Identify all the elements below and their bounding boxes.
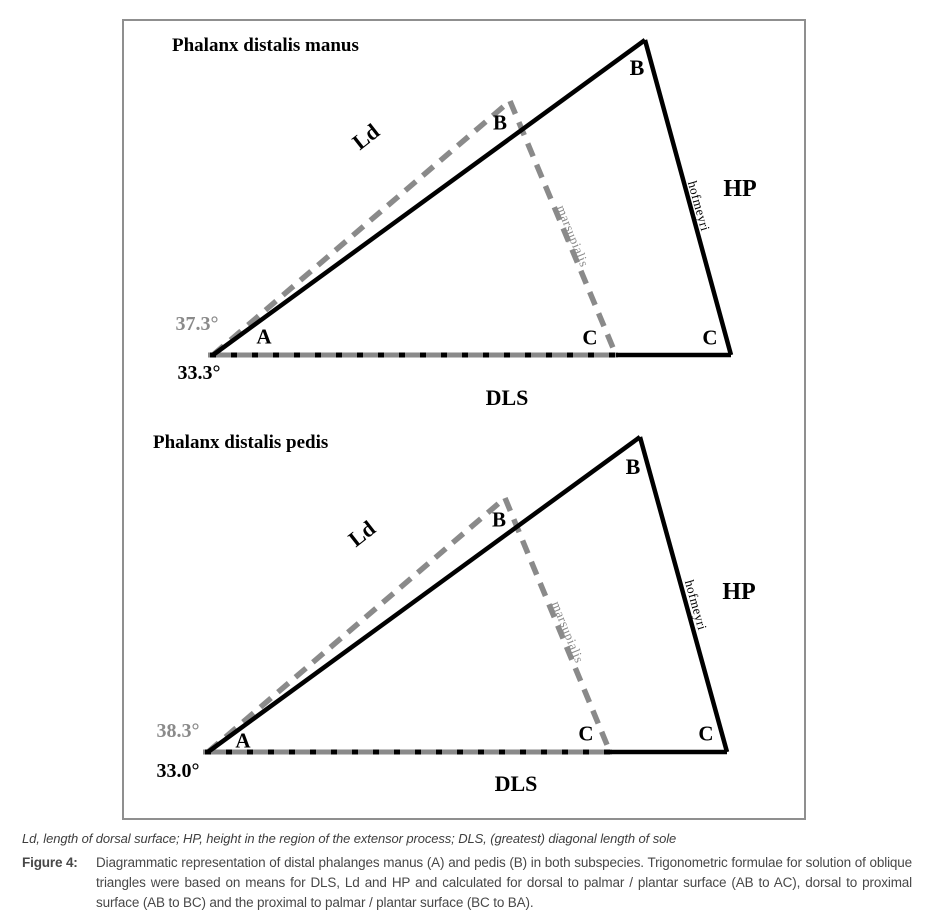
pedis-angle-solid: 33.0° bbox=[156, 760, 200, 782]
pedis-angle-dashed: 38.3° bbox=[156, 720, 200, 742]
manus-marsupialis-label: marsupialis bbox=[553, 202, 593, 270]
pedis-vertex-b-solid: B bbox=[625, 454, 641, 479]
manus-vertex-c-dashed: C bbox=[582, 325, 598, 350]
pedis-dls-label: DLS bbox=[494, 771, 538, 796]
pedis-title: Phalanx distalis pedis bbox=[153, 432, 329, 453]
pedis-hp-label: HP bbox=[722, 579, 756, 605]
manus-vertex-a: A bbox=[256, 324, 272, 349]
figure-caption bbox=[22, 853, 912, 913]
pedis-vertex-c-solid: C bbox=[698, 721, 714, 746]
figure-caption-label: Figure 4: bbox=[22, 855, 78, 870]
manus-hofmeyri-label: hofmeyri bbox=[684, 179, 714, 233]
manus-vertex-c-solid: C bbox=[702, 325, 718, 350]
pedis-marsupialis-label: marsupialis bbox=[548, 598, 588, 666]
manus-ld-label: Ld bbox=[347, 118, 384, 155]
figure-border-box bbox=[122, 19, 806, 820]
manus-hp-label: HP bbox=[723, 176, 757, 202]
manus-vertex-b-dashed: B bbox=[492, 110, 508, 135]
manus-vertex-b-solid: B bbox=[629, 55, 645, 80]
pedis-vertex-c-dashed: C bbox=[578, 721, 594, 746]
manus-title: Phalanx distalis manus bbox=[172, 35, 359, 56]
manus-angle-solid: 33.3° bbox=[177, 362, 221, 384]
figure-caption-text: Diagrammatic representation of distal phalanges manus (A) and pedis (B) in both subspecies. Trigonometric formulae for solution of oblique triangles were based on means for DLS, Ld and HP and calculated for dorsal to palmar / plantar surface (AB to AC), dorsal to proximal surface (AB to BC) and the proximal to palmar / plantar surface (BC to BA). bbox=[96, 855, 912, 910]
pedis-ld-label: Ld bbox=[343, 515, 380, 552]
pedis-vertex-b-dashed: B bbox=[491, 507, 507, 532]
abbreviation-footnote: Ld, length of dorsal surface; HP, height in the region of the extensor process; DLS, (greatest) diagonal length of sole bbox=[22, 831, 677, 846]
pedis-vertex-a: A bbox=[235, 728, 251, 753]
manus-angle-dashed: 37.3° bbox=[175, 313, 219, 335]
manus-dls-label: DLS bbox=[485, 385, 529, 410]
pedis-hofmeyri-label: hofmeyri bbox=[681, 578, 711, 632]
